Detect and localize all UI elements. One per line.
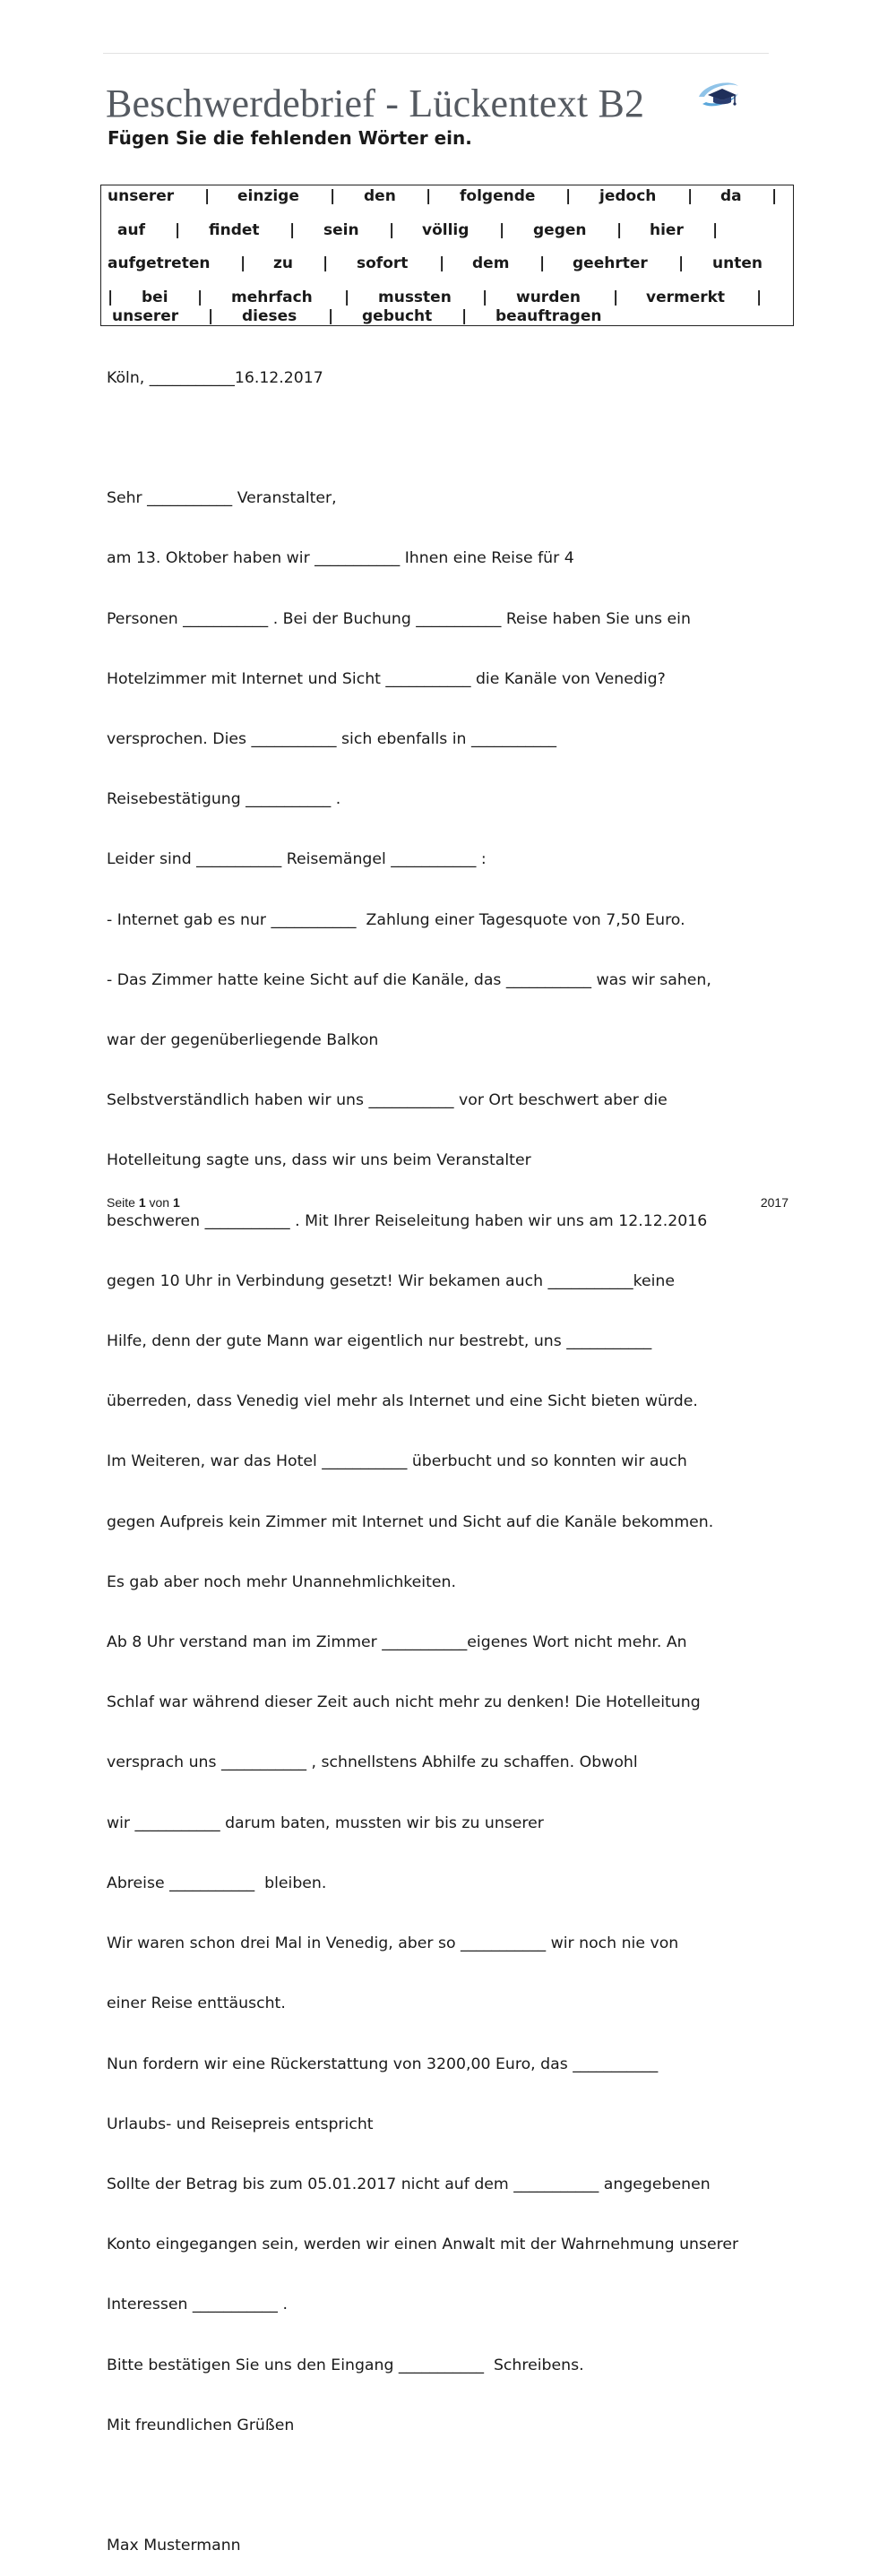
word-bank-separator: |: [461, 307, 468, 325]
word-bank-item: dem: [472, 254, 510, 272]
letter-line: Hotelleitung sagte uns, dass wir uns beim Veranstalter: [107, 1151, 531, 1170]
word-bank-item: geehrter: [573, 254, 648, 272]
letter-closing: Mit freundlichen Grüßen: [107, 2416, 295, 2434]
word-bank-item: aufgetreten: [108, 254, 211, 272]
letter-place-date: Köln, ___________16.12.2017: [107, 368, 323, 387]
letter-blank-line: [107, 428, 738, 448]
page-prefix: Seite: [107, 1195, 135, 1210]
word-bank-item: findet: [209, 221, 260, 239]
word-bank-separator: |: [756, 289, 762, 306]
letter-line: versprach uns ___________ , schnellstens Abhilfe zu schaffen. Obwohl: [107, 1753, 638, 1772]
word-bank-line-3: [101, 254, 793, 274]
word-bank-separator: |: [289, 221, 296, 239]
letter-line: Sollte der Betrag bis zum 05.01.2017 nicht auf dem ___________ angegebenen: [107, 2175, 711, 2193]
letter-line: Im Weiteren, war das Hotel ___________ überbucht und so konnten wir auch: [107, 1452, 687, 1471]
page-title: Beschwerdebrief - Lückentext B2: [106, 82, 645, 125]
word-bank-item: wurden: [516, 289, 581, 306]
word-bank-item: unserer: [108, 187, 175, 205]
page-total: 1: [172, 1195, 180, 1210]
letter-line: gegen Aufpreis kein Zimmer mit Internet und Sicht auf die Kanäle bekommen.: [107, 1512, 714, 1531]
word-bank-box: [100, 185, 794, 326]
word-bank-separator: |: [678, 254, 685, 272]
word-bank-item: mehrfach: [231, 289, 313, 306]
word-bank-separator: |: [323, 254, 329, 272]
word-bank-item: sofort: [357, 254, 409, 272]
page-mid: von: [149, 1195, 170, 1210]
instruction-text: Fügen Sie die fehlenden Wörter ein.: [108, 127, 472, 149]
word-bank-separator: |: [712, 221, 719, 239]
top-divider: [103, 53, 769, 54]
word-bank-separator: |: [240, 254, 246, 272]
word-bank-separator: |: [344, 289, 350, 306]
word-bank-separator: |: [208, 307, 214, 325]
word-bank-item: mussten: [378, 289, 452, 306]
word-bank-separator: |: [439, 254, 445, 272]
letter-line: Hilfe, denn der gute Mann war eigentlich nur bestrebt, uns ___________: [107, 1332, 652, 1351]
word-bank-separator: |: [771, 187, 778, 205]
word-bank-separator: |: [539, 254, 546, 272]
word-bank-item: jedoch: [599, 187, 657, 205]
letter-salutation: Sehr ___________ Veranstalter,: [107, 489, 337, 508]
word-bank-item: einzige: [237, 187, 299, 205]
graduation-cap-logo-icon: [695, 77, 742, 113]
word-bank-separator: |: [616, 221, 623, 239]
word-bank-item: auf: [117, 221, 145, 239]
letter-line: Urlaubs- und Reisepreis entspricht: [107, 2115, 374, 2133]
word-bank-separator: |: [687, 187, 694, 205]
word-bank-item: hier: [650, 221, 684, 239]
word-bank-line-2: [101, 221, 793, 241]
word-bank-separator: |: [204, 187, 211, 205]
letter-line: Reisebestätigung ___________ .: [107, 790, 341, 809]
word-bank-separator: |: [613, 289, 619, 306]
letter-body: [107, 328, 738, 2576]
word-bank-item: zu: [273, 254, 293, 272]
letter-line: Ab 8 Uhr verstand man im Zimmer ___________eigenes Wort nicht mehr. An: [107, 1633, 687, 1652]
letter-line: Es gab aber noch mehr Unannehmlichkeiten.: [107, 1572, 456, 1591]
letter-line: Leider sind ___________ Reisemängel ___________ :: [107, 850, 487, 869]
letter-line: Selbstverständlich haben wir uns ___________ vor Ort beschwert aber die: [107, 1091, 668, 1110]
word-bank-separator: |: [565, 187, 572, 205]
letter-line: einer Reise enttäuscht.: [107, 1994, 286, 2013]
letter-line: Interessen ___________ .: [107, 2296, 288, 2314]
letter-line: versprochen. Dies ___________ sich ebenfalls in ___________: [107, 730, 557, 749]
word-bank-item: unserer: [112, 307, 179, 325]
word-bank-item: gebucht: [362, 307, 433, 325]
letter-line: gegen 10 Uhr in Verbindung gesetzt! Wir bekamen auch ___________keine: [107, 1271, 675, 1290]
word-bank-separator: |: [330, 187, 336, 205]
word-bank-item: gegen: [533, 221, 587, 239]
word-bank-item: da: [720, 187, 742, 205]
word-bank-separator: |: [499, 221, 505, 239]
letter-blank-line: [107, 2476, 738, 2495]
letter-line: - Das Zimmer hatte keine Sicht auf die Kanäle, das ___________ was wir sahen,: [107, 970, 711, 989]
page-current: 1: [138, 1195, 146, 1210]
letter-line: war der gegenüberliegende Balkon: [107, 1031, 379, 1050]
letter-line: Wir waren schon drei Mal in Venedig, aber so ___________ wir noch nie von: [107, 1934, 679, 1953]
word-bank-item: bei: [142, 289, 168, 306]
word-bank-item: sein: [323, 221, 359, 239]
word-bank-line-1: [101, 187, 793, 207]
word-bank-item: völlig: [422, 221, 470, 239]
word-bank-item: dieses: [242, 307, 297, 325]
letter-line: wir ___________ darum baten, mussten wir bis zu unserer: [107, 1814, 544, 1832]
word-bank-separator: |: [389, 221, 395, 239]
letter-line: Abreise ___________ bleiben.: [107, 1874, 327, 1892]
letter-line: beschweren ___________ . Mit Ihrer Reiseleitung haben wir uns am 12.12.2016: [107, 1211, 708, 1230]
word-bank-separator: |: [482, 289, 488, 306]
letter-line: Hotelzimmer mit Internet und Sicht ___________ die Kanäle von Venedig?: [107, 669, 666, 688]
word-bank-line-4: [101, 289, 793, 308]
letter-line: Konto eingegangen sein, werden wir einen Anwalt mit der Wahrnehmung unserer: [107, 2236, 739, 2254]
word-bank-separator: |: [175, 221, 181, 239]
letter-line: - Internet gab es nur ___________ Zahlung einer Tagesquote von 7,50 Euro.: [107, 910, 685, 929]
word-bank-item: vermerkt: [646, 289, 726, 306]
word-bank-separator: |: [426, 187, 432, 205]
letter-line: am 13. Oktober haben wir ___________ Ihnen eine Reise für 4: [107, 549, 574, 568]
letter-signature-name: Max Mustermann: [107, 2537, 241, 2555]
letter-line: überreden, dass Venedig viel mehr als Internet und eine Sicht bieten würde.: [107, 1392, 698, 1411]
word-bank-item: unten: [712, 254, 762, 272]
word-bank-item: den: [364, 187, 396, 205]
letter-line: Bitte bestätigen Sie uns den Eingang ___________ Schreibens.: [107, 2356, 584, 2374]
word-bank-line-5: [101, 307, 793, 327]
word-bank-item: beauftragen: [495, 307, 602, 325]
page-number: [107, 1195, 180, 1210]
letter-line: Schlaf war während dieser Zeit auch nicht mehr zu denken! Die Hotelleitung: [107, 1693, 701, 1712]
letter-line: Personen ___________ . Bei der Buchung ___________ Reise haben Sie uns ein: [107, 609, 691, 628]
word-bank-separator: |: [108, 289, 114, 306]
word-bank-item: folgende: [460, 187, 536, 205]
letter-line: Nun fordern wir eine Rückerstattung von 3200,00 Euro, das ___________: [107, 2055, 659, 2073]
footer-year: 2017: [760, 1195, 788, 1210]
word-bank-separator: |: [197, 289, 203, 306]
word-bank-separator: |: [328, 307, 334, 325]
